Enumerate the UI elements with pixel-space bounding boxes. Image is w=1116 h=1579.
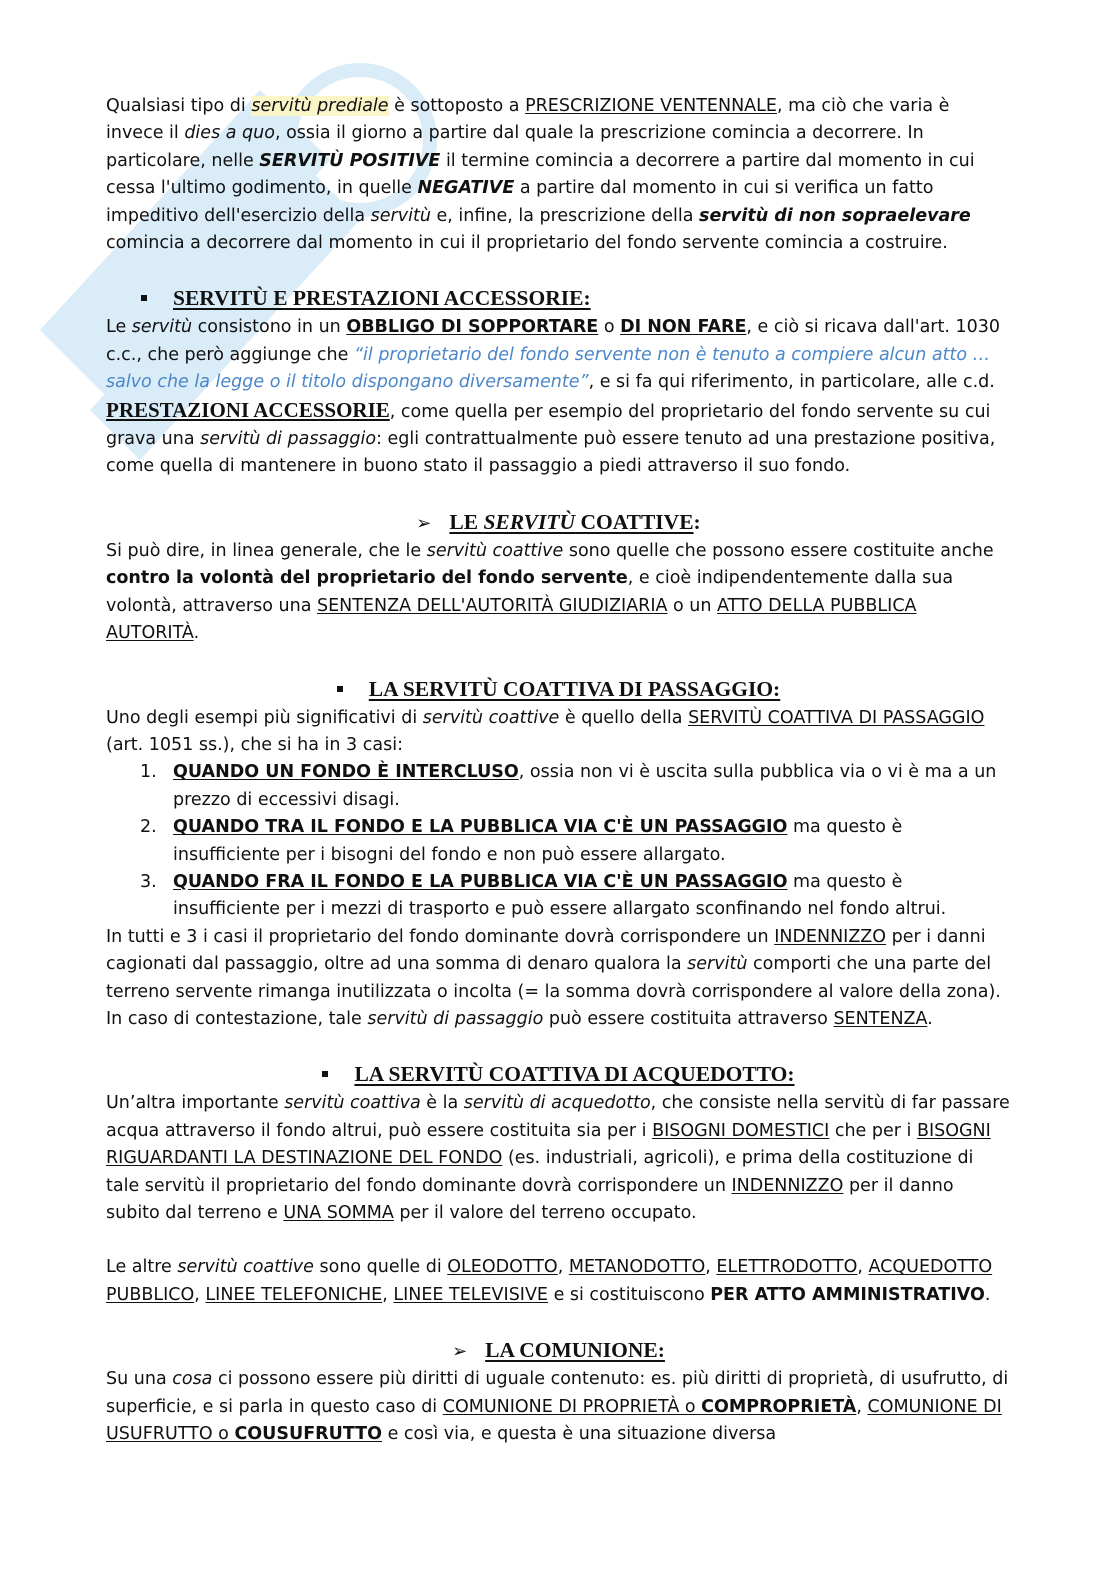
paragraph-passaggio-intro: Uno degli esempi più significativi di servitù coattive è quello della SERVITÙ COATTIVA DI PASSAGGIO (art. 1051 ss.), che si ha in 3 casi: — [106, 707, 985, 755]
list-item: 2. QUANDO TRA IL FONDO E LA PUBBLICA VIA C'È UN PASSAGGIO ma questo è insufficiente per i bisogni del fondo e non può essere allargato. — [140, 817, 903, 865]
paragraph-prestazioni-accessorie: Le servitù consistono in un OBBLIGO DI SOPPORTARE o DI NON FARE, e ciò si ricava dall'art. 1030 c.c., che però aggiunge che “il proprietario del fondo servente non è tenuto a compiere alcun atto … salvo che la legge o il titolo dispongano diversamente”, e si fa qui riferimento, in particolare, alle c.d. PRESTAZIONI ACCESSORIE, come quella per esempio del proprietario del fondo servente su cui grava una servitù di passaggio: egli contrattualmente può essere tenuto ad una prestazione positiva, come quella di mantenere in buono stato il passaggio a piedi attraverso il suo fondo. — [106, 317, 1001, 477]
heading-comunione: ➢ LA COMUNIONE: — [106, 1336, 1011, 1366]
square-bullet-icon — [337, 686, 343, 692]
heading-coattiva-passaggio: LA SERVITÙ COATTIVA DI PASSAGGIO: — [106, 675, 1011, 705]
paragraph-indennizzo: In tutti e 3 i casi il proprietario del fondo dominante dovrà corrispondere un INDENNIZZO per i danni cagionati dal passaggio, oltre ad una somma di denaro qualora la servitù comporti che una parte del terreno servente rimanga inutilizzata o incolta (= la somma dovrà corrispondere al valore della zona). In caso di contestazione, tale servitù di passaggio può essere costituita attraverso SENTENZA. — [106, 926, 1001, 1029]
paragraph-coattive: Si può dire, in linea generale, che le servitù coattive sono quelle che possono essere costituite anche contro la volontà del proprietario del fondo servente, e cioè indipendentemente dalla sua volontà, attraverso una SENTENZA DELL'AUTORITÀ GIUDIZIARIA o un ATTO DELLA PUBBLICA AUTORITÀ. — [106, 540, 994, 644]
square-bullet-icon — [141, 295, 147, 301]
paragraph-altre-coattive: Le altre servitù coattive sono quelle di OLEODOTTO, METANODOTTO, ELETTRODOTTO, ACQUEDOTTO PUBBLICO, LINEE TELEFONICHE, LINEE TELEVISIVE e si costituiscono PER ATTO AMMINISTRATIVO. — [106, 1257, 993, 1305]
arrow-bullet-icon: ➢ — [452, 1341, 468, 1363]
square-bullet-icon — [322, 1071, 328, 1077]
list-item: 3. QUANDO FRA IL FONDO E LA PUBBLICA VIA C'È UN PASSAGGIO ma questo è insufficiente per i mezzi di trasporto e può essere allargato sconfinando nel fondo altrui. — [140, 871, 947, 920]
list-item: 1. QUANDO UN FONDO È INTERCLUSO, ossia non vi è uscita sulla pubblica via o vi è ma a un prezzo di eccessivi disagi. — [140, 762, 997, 810]
arrow-bullet-icon: ➢ — [416, 512, 432, 534]
cases-list — [106, 759, 1011, 923]
paragraph-prescrizione: Qualsiasi tipo di servitù prediale è sottoposto a PRESCRIZIONE VENTENNALE, ma ciò che varia è invece il dies a quo, ossia il giorno a partire dal quale la prescrizione comincia a decorrere. In particolare, nelle SERVITÙ POSITIVE il termine comincia a decorrere a partire dal momento in cui cessa l'ultimo godimento, in quelle NEGATIVE a partire dal momento in cui si verifica un fatto impeditivo dell'esercizio della servitù e, infine, la prescrizione della servitù di non sopraelevare comincia a decorrere dal momento in cui il proprietario del fondo servente comincia a costruire. — [106, 96, 975, 254]
paragraph-acquedotto: Un’altra importante servitù coattiva è la servitù di acquedotto, che consiste nella servitù di far passare acqua attraverso il fondo altrui, può essere costituita sia per i BISOGNI DOMESTICI che per i BISOGNI RIGUARDANTI LA DESTINAZIONE DEL FONDO (es. industriali, agricoli), e prima della costituzione di tale servitù il proprietario del fondo dominante dovrà corrispondere un INDENNIZZO per il danno subito dal terreno e UNA SOMMA per il valore del terreno occupato. — [106, 1093, 1010, 1223]
paragraph-comunione: Su una cosa ci possono essere più diritti di uguale contenuto: es. più diritti di proprietà, di usufrutto, di superficie, e si parla in questo caso di COMUNIONE DI PROPRIETÀ o COMPROPRIETÀ, COMUNIONE DI USUFRUTTO o COUSUFRUTTO e così via, e questa è una situazione diversa — [106, 1369, 1009, 1445]
heading-coattiva-acquedotto: LA SERVITÙ COATTIVA DI ACQUEDOTTO: — [106, 1060, 1011, 1090]
heading-servitu-prestazioni: SERVITÙ E PRESTAZIONI ACCESSORIE: — [106, 284, 1011, 314]
document-page — [106, 93, 1011, 1448]
heading-servitu-coattive: ➢ LE SERVITÙ COATTIVE: — [106, 508, 1011, 538]
